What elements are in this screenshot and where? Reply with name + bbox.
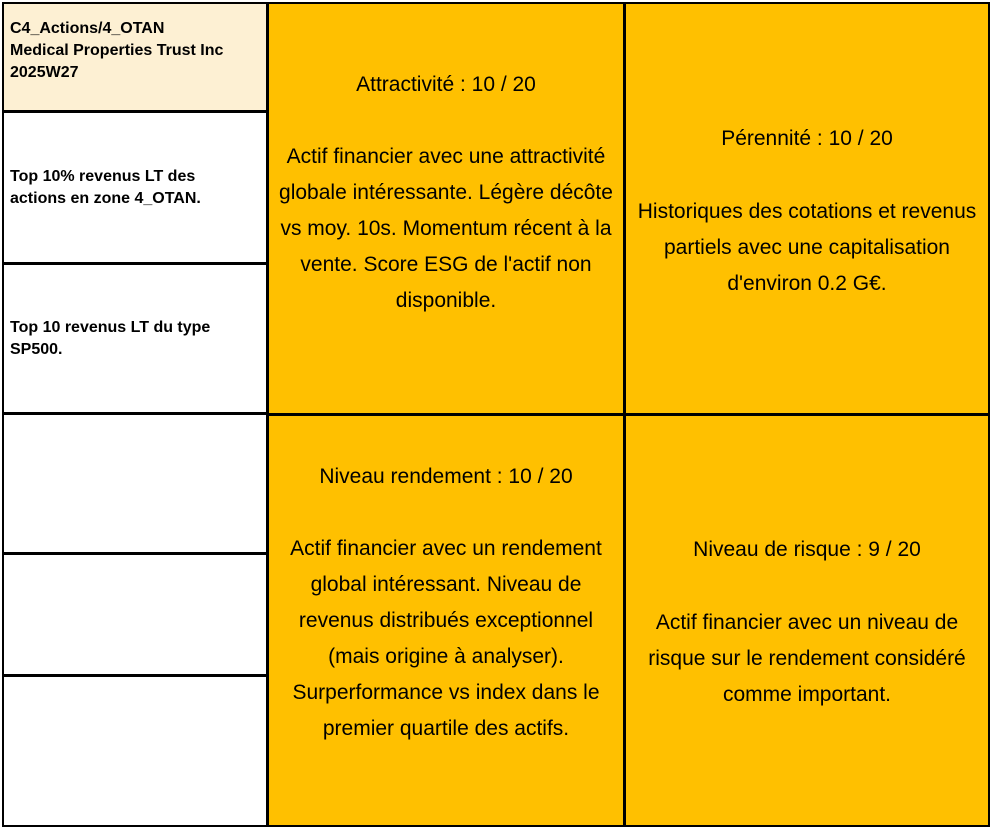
risque-body: Actif financier avec un niveau de risque sur le rendement considéré comme important. (648, 611, 966, 706)
ranking-type-text: Top 10 revenus LT du type SP500. (10, 318, 211, 358)
rendement-panel (267, 414, 625, 827)
perennite-body: Historiques des cotations et revenus partiels avec une capitalisation d'environ 0.2 G€. (637, 200, 977, 295)
risque-title: Niveau de risque : 9 / 20 (693, 538, 921, 561)
attractivite-title: Attractivité : 10 / 20 (356, 73, 536, 96)
risque-panel (624, 414, 990, 827)
asset-header-cell (2, 2, 268, 112)
empty-cell-1 (2, 413, 268, 554)
ranking-zone-text: Top 10% revenus LT des actions en zone 4_OTAN. (10, 167, 201, 207)
perennite-panel (624, 2, 990, 415)
asset-header-text: C4_Actions/4_OTAN Medical Properties Trust Inc 2025W27 (10, 20, 224, 81)
attractivite-panel (267, 2, 625, 415)
perennite-title: Pérennité : 10 / 20 (721, 127, 893, 150)
ranking-zone-cell (2, 111, 268, 264)
rendement-title: Niveau rendement : 10 / 20 (319, 465, 573, 488)
ranking-type-cell (2, 263, 268, 414)
empty-cell-2 (2, 553, 268, 676)
rendement-body: Actif financier avec un rendement global intéressant. Niveau de revenus distribués exceptionnel (mais origine à analyser). Surperformance vs index dans le premier quartile des actifs. (290, 537, 602, 740)
attractivite-body: Actif financier avec une attractivité globale intéressante. Légère décôte vs moy. 10s. Momentum récent à la vente. Score ESG de l'actif non disponible. (279, 145, 613, 312)
empty-cell-3 (2, 675, 268, 827)
